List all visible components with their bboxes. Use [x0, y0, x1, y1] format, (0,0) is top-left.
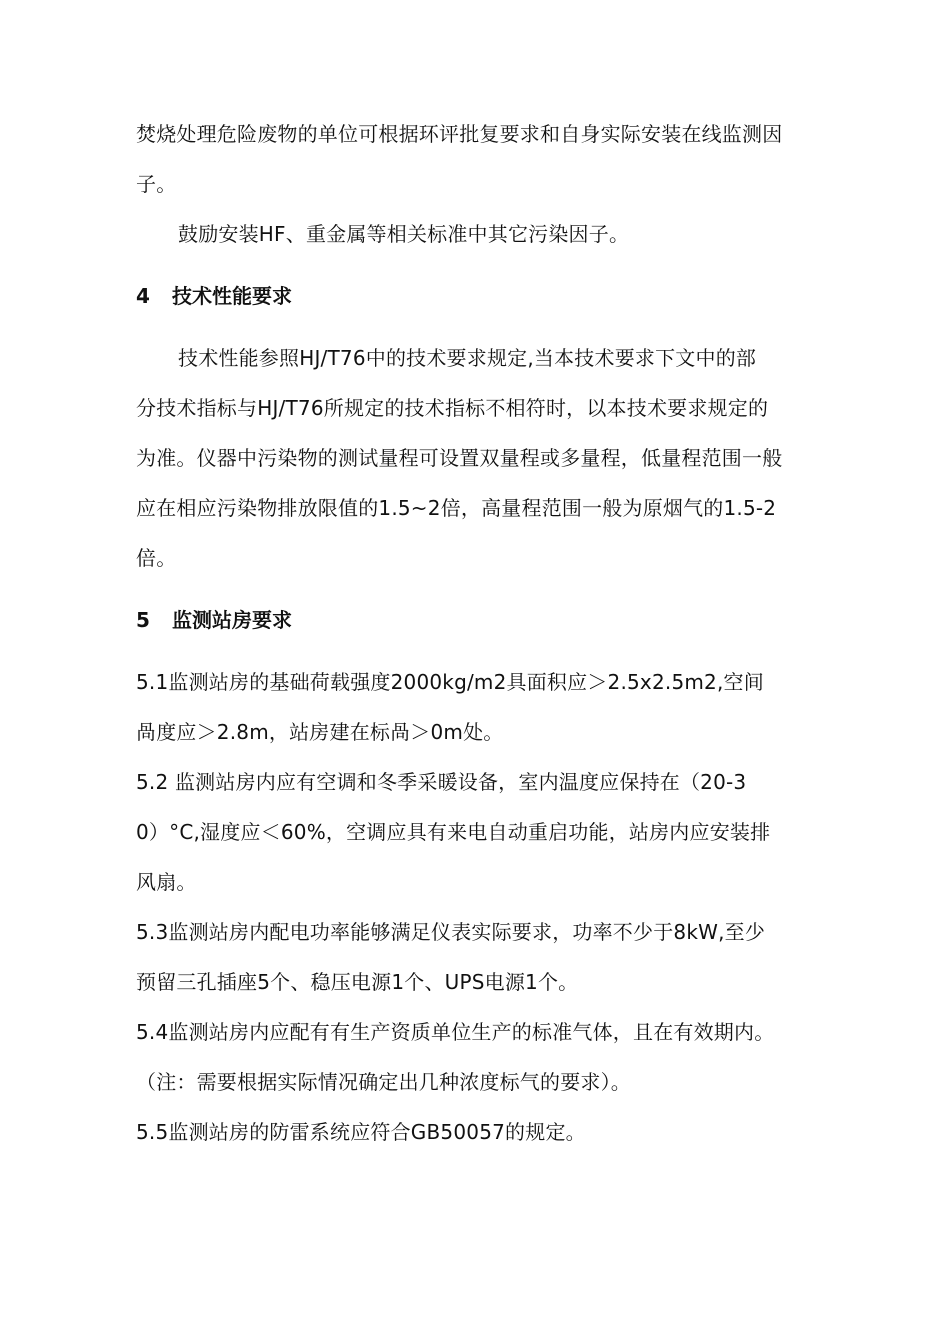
paragraph-line: 技术性能参照HJ/T76中的技术要求规定,当本技术要求下文中的部	[178, 346, 757, 370]
item-5-3-line: 预留三孔插座5个、稳压电源1个、UPS电源1个。	[136, 970, 579, 994]
section-number: 5	[136, 608, 150, 632]
paragraph-line: 子。	[136, 172, 177, 196]
item-5-2-line: 风扇。	[136, 870, 197, 894]
item-5-2-line: 0）°C,湿度应＜60%，空调应具有来电自动重启功能，站房内应安装排	[136, 820, 771, 844]
paragraph-line: 鼓励安装HF、重金属等相关标准中其它污染因子。	[178, 222, 630, 246]
section-title: 监测站房要求	[172, 608, 292, 632]
section-number: 4	[136, 284, 150, 308]
paragraph-line: 分技术指标与HJ/T76所规定的技术指标不相符时，以本技术要求规定的	[136, 396, 769, 420]
item-5-3-line: 5.3监测站房内配电功率能够满足仪表实际要求，功率不少于8kW,至少	[136, 920, 766, 944]
paragraph-line: 应在相应污染物排放限值的1.5~2倍，高量程范围一般为原烟气的1.5-2	[136, 496, 777, 520]
item-5-1-line: 5.1监测站房的基础荷载强度2000kg/m2具面积应＞2.5x2.5m2,空间	[136, 670, 764, 694]
item-5-1-line: 咼度应＞2.8m，站房建在标咼＞0m处。	[136, 720, 504, 744]
section-4-heading	[136, 282, 820, 310]
item-5-4-line: （注：需要根据实际情况确定出几种浓度标气的要求）。	[136, 1070, 631, 1094]
section-5-heading	[136, 606, 820, 634]
paragraph-line: 倍。	[136, 546, 177, 570]
paragraph-line: 焚烧处理危险废物的单位可根据环评批复要求和自身实际安装在线监测因	[136, 122, 783, 146]
item-5-5-line: 5.5监测站房的防雷系统应符合GB50057的规定。	[136, 1120, 586, 1144]
item-5-2-line: 5.2 监测站房内应有空调和冬季采暖设备，室内温度应保持在（20-3	[136, 770, 747, 794]
paragraph-line: 为准。仪器中污染物的测试量程可设置双量程或多量程，低量程范围一般	[136, 446, 783, 470]
item-5-4-line: 5.4监测站房内应配有有生产资质单位生产的标准气体，且在有效期内。	[136, 1020, 775, 1044]
section-title: 技术性能要求	[172, 284, 292, 308]
